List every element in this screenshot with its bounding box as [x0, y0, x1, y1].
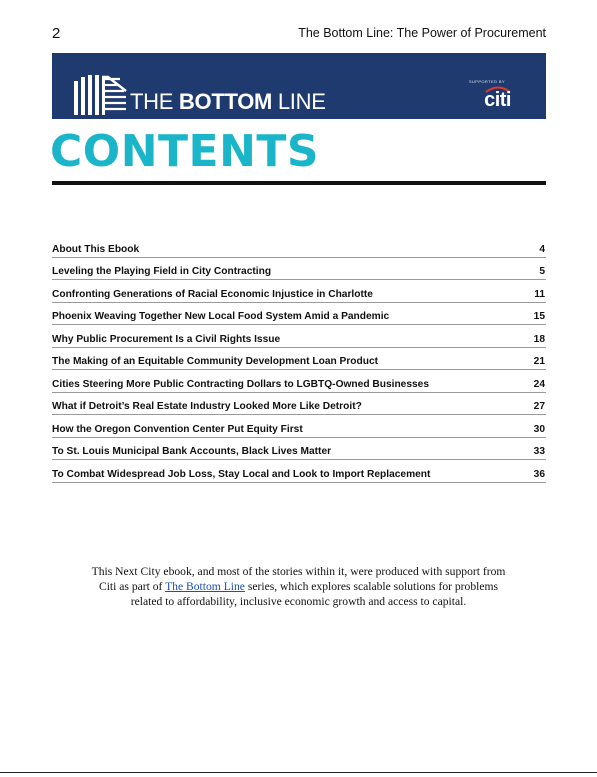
toc-entry-title: Phoenix Weaving Together New Local Food System Amid a Pandemic: [52, 311, 390, 322]
toc-entry[interactable]: [52, 258, 546, 281]
citi-logo: citi: [484, 89, 511, 111]
toc-entry[interactable]: [52, 370, 546, 393]
toc-entry[interactable]: [52, 235, 546, 258]
toc-entry-title: To St. Louis Municipal Bank Accounts, Black Lives Matter: [52, 446, 332, 457]
brand-bottom: BOTTOM: [178, 89, 273, 114]
toc-entry-title: Cities Steering More Public Contracting Dollars to LGBTQ-Owned Businesses: [52, 378, 429, 390]
toc-entry-page: 33: [533, 446, 545, 457]
title-rule: [52, 181, 546, 185]
toc-entry[interactable]: [52, 415, 546, 438]
toc-entry[interactable]: [52, 303, 546, 326]
brand-line: LINE: [272, 89, 326, 114]
contents-title: CONTENTS: [50, 126, 320, 177]
the-bottom-line-logo: [74, 75, 326, 115]
toc-entry-title: How the Oregon Convention Center Put Equity First: [52, 423, 303, 435]
table-of-contents: [52, 235, 546, 483]
banner: [52, 53, 546, 119]
toc-entry-title: The Making of an Equitable Community Development Loan Product: [52, 356, 379, 367]
toc-entry-title: Confronting Generations of Racial Economic Injustice in Charlotte: [52, 288, 373, 300]
sponsor-label: SUPPORTED BY: [468, 79, 505, 84]
toc-entry-page: 4: [539, 243, 545, 255]
toc-entry-page: 27: [533, 401, 545, 412]
page-number: 2: [52, 25, 61, 42]
toc-entry-page: 24: [533, 378, 545, 390]
support-note: [90, 564, 507, 609]
support-note-text: This Next City ebook, and most of the stories within it, were produced with support from Citi as part of: [91, 565, 506, 593]
toc-entry-page: 11: [534, 288, 545, 300]
bottom-line-series-link[interactable]: The Bottom Line: [165, 580, 245, 593]
toc-entry[interactable]: [52, 438, 546, 461]
brand-the: THE: [130, 89, 179, 114]
toc-entry-title: To Combat Widespread Job Loss, Stay Local and Look to Import Replacement: [52, 468, 431, 480]
toc-entry-title: About This Ebook: [52, 243, 140, 255]
toc-entry-page: 15: [533, 311, 545, 322]
toc-entry-page: 18: [533, 333, 545, 345]
toc-entry-page: 21: [533, 356, 545, 367]
running-header: The Bottom Line: The Power of Procurement: [298, 26, 546, 40]
building-logo-icon: [74, 75, 128, 115]
toc-entry-title: What if Detroit’s Real Estate Industry Looked More Like Detroit?: [52, 401, 362, 412]
toc-entry[interactable]: [52, 325, 546, 348]
toc-entry-page: 30: [533, 423, 545, 435]
toc-entry-page: 5: [539, 266, 545, 277]
support-note-text-end: series, which explores scalable solutions for problems related to affordability, inclusive economic growth and access to capital.: [130, 580, 499, 608]
toc-entry[interactable]: [52, 280, 546, 303]
brand-wordmark: [130, 91, 326, 113]
toc-entry-title: Leveling the Playing Field in City Contracting: [52, 266, 272, 277]
toc-entry-page: 36: [533, 468, 545, 480]
toc-entry-title: Why Public Procurement Is a Civil Rights Issue: [52, 333, 281, 345]
toc-entry[interactable]: [52, 393, 546, 416]
page-bottom-rule: [0, 772, 597, 773]
toc-entry[interactable]: [52, 460, 546, 483]
toc-entry[interactable]: [52, 348, 546, 371]
